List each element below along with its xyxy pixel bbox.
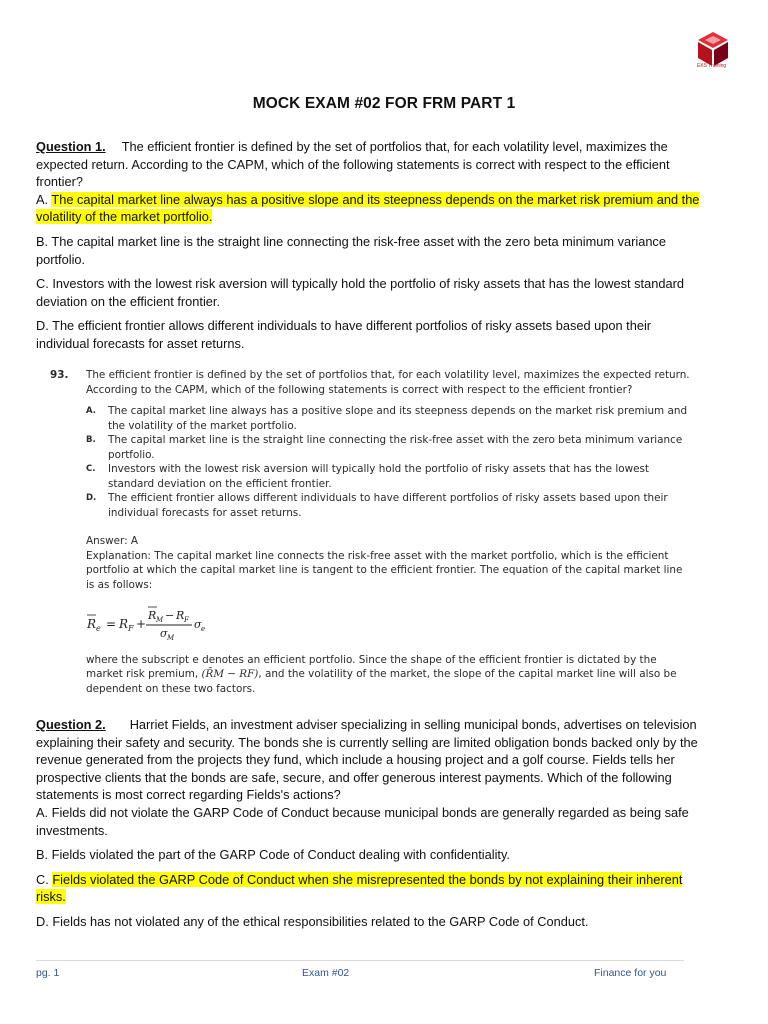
svg-text:=: = [106,617,117,631]
option-c: C. Fields violated the GARP Code of Conduct when she misrepresented the bonds by not explaining their inherent risks. [36,871,683,905]
risk-premium-expr: (R̄M − RF) [201,668,259,680]
option-c: C. Investors with the lowest risk aversion will typically hold the portfolio of risky assets that has the lowest standard deviation on the efficient frontier. [36,276,684,309]
excerpt-explanation: Explanation: The capital market line connects the risk-free asset with the market portfolio, which is the efficient portfolio at which the capital market line is tangent to the efficient frontier. The equation of the capital market line is as follows: [86,549,683,591]
footer-page: pg. 1 [36,967,60,979]
brand-text: EKS Training [697,63,727,69]
svg-text:F: F [128,624,134,633]
excerpt-option-d: D. The efficient frontier allows different individuals to have different portfolios of risky assets based upon their individual forecasts for asset returns. [86,492,668,519]
svg-text:σ: σ [160,627,168,640]
formula-lhs: R [87,617,97,631]
excerpt-option-b: B. The capital market line is the straight line connecting the risk-free asset with the zero beta minimum variance portfolio. [86,434,683,461]
svg-text:M: M [167,634,175,642]
option-d: D. The efficient frontier allows different individuals to have different portfolios of risky assets based upon their individual forecasts for asset returns. [36,318,652,351]
svg-text:e: e [96,624,101,633]
option-b: B. Fields violated the part of the GARP Code of Conduct dealing with confidentiality. [36,847,510,863]
question-label: Question 1. [36,139,106,154]
question-stem: Harriet Fields, an investment adviser specializing in selling municipal bonds, advertises on television explaining their safety and security. The bonds she is currently selling are limited obligation bonds backed only by the revenue generated from the projects they fund, which include a housing project and a golf course. Fields tells her prospective clients that the bonds are safe, secure, and offer generous interest payments. Which of the following statements is most correct regarding Fields's actions? [36,717,698,803]
highlighted-answer: The capital market line always has a positive slope and its steepness depends on the market risk premium and the volatility of the market portfolio. [36,191,700,225]
scanned-excerpt [50,368,690,696]
excerpt-stem: The efficient frontier is defined by the set of portfolios that, for each volatility level, maximizes the expected return. According to the CAPM, which of the following statements is correct with respect to the efficient frontier? [86,369,690,396]
excerpt-option-a: A. The capital market line always has a positive slope and its steepness depends on the market risk premium and the volatility of the market portfolio. [86,405,688,432]
excerpt-conclusion: where the subscript e denotes an efficient portfolio. Since the shape of the efficient frontier is dictated by the market risk premium, (R̄M − RF), and the volatility of the market, the slope of the capital market line will also be dependent on these two factors. [86,653,677,695]
svg-text:R: R [148,609,157,622]
footer-exam: Exam #02 [302,967,350,979]
svg-text:F: F [184,616,189,624]
excerpt-answer: Answer: A [86,535,138,547]
option-a: A. Fields did not violate the GARP Code of Conduct because municipal bonds are generally regarded as being safe investments. [36,804,689,838]
option-a: A. The capital market line always has a positive slope and its steepness depends on the market risk premium and the volatility of the market portfolio. [36,191,700,225]
footer-divider [36,960,684,961]
option-b: B. The capital market line is the straight line connecting the risk-free asset with the zero beta minimum variance portfolio. [36,233,666,267]
question-2 [36,716,700,931]
page-title: MOCK EXAM #02 FOR FRM PART 1 [252,95,516,112]
option-d: D. Fields has not violated any of the ethical responsibilities related to the GARP Code of Conduct. [36,913,589,929]
highlighted-answer: Fields violated the GARP Code of Conduct when she misrepresented the bonds by not explaining their inherent risks. [36,871,683,905]
svg-text:R: R [119,617,129,631]
question-1 [36,138,700,353]
svg-text:+: + [136,617,147,631]
footer-tagline: Finance for you [594,967,667,979]
cml-formula [86,600,286,642]
question-stem: The efficient frontier is defined by the set of portfolios that, for each volatility level, maximizes the expected return. According to the CAPM, which of the following statements is correct with respect to the efficient frontier? [36,139,670,190]
question-label: Question 2. [36,717,106,732]
svg-text:σ: σ [194,618,202,631]
svg-text:M: M [156,616,164,624]
svg-text:R: R [176,609,185,622]
svg-text:−: − [165,609,175,622]
excerpt-option-c: C. Investors with the lowest risk aversion will typically hold the portfolio of risky assets that has the lowest standard deviation on the efficient frontier. [86,463,649,490]
svg-text:e: e [201,625,206,633]
excerpt-number: 93. [50,369,69,381]
excerpt-options [86,404,690,520]
